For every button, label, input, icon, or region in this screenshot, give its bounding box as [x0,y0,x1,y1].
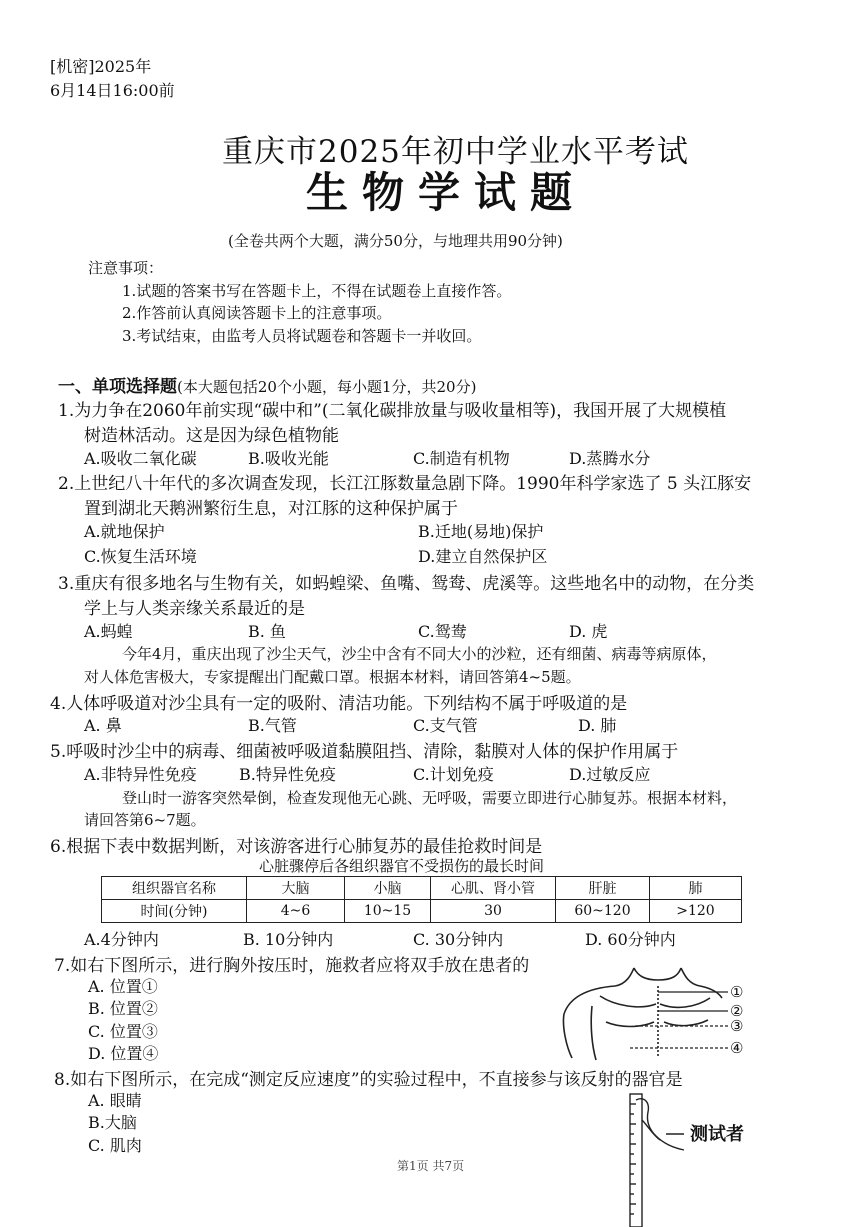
reaction-test-figure [620,1090,770,1227]
option-b: B.气管 [248,716,297,735]
reading-passage: 对人体危害极大，专家提醒出门配戴口罩。根据本材料，请回答第4~5题。 [84,668,581,686]
option-a: A. 鼻 [84,716,122,735]
release-time: 6月14日16:00前 [50,81,175,100]
reading-passage: 请回答第6~7题。 [84,811,206,829]
question-stem: 学上与人类亲缘关系最近的是 [84,599,305,619]
question-stem: 4.人体呼吸道对沙尘具有一定的吸附、清洁功能。下列结构不属于呼吸道的是 [50,694,628,714]
table-row [102,900,742,923]
option-d: D. 虎 [569,622,608,641]
option-a: A.就地保护 [84,522,165,541]
note-item: 1.试题的答案书写在答题卡上，不得在试题卷上直接作答。 [122,282,512,300]
option-a: A. 位置① [88,977,158,996]
table-header-cell: 肝脏 [556,877,650,900]
exam-subtitle: (全卷共两个大题，满分50分，与地理共用90分钟) [228,232,563,250]
position-2-label: ② [730,1002,744,1020]
reading-passage: 登山时一游客突然晕倒，检查发现他无心跳、无呼吸，需要立即进行心肺复苏。根据本材料， [122,789,738,807]
ruler-hand-illustration [620,1090,700,1227]
option-c: C. 30分钟内 [413,930,504,949]
reading-passage: 今年4月，重庆出现了沙尘天气，沙尘中含有不同大小的沙粒，还有细菌、病毒等病原体， [122,645,717,663]
question-stem: 树造林活动。这是因为绿色植物能 [84,426,339,446]
notes-heading: 注意事项： [88,259,164,277]
option-a: A.吸收二氧化碳 [84,449,197,468]
section-title: 一、单项选择题 [58,377,177,397]
note-item: 3.考试结束，由监考人员将试题卷和答题卡一并收回。 [122,327,482,345]
option-c: C. 位置③ [88,1022,158,1041]
table-cell: 60~120 [556,900,650,923]
option-a: A.蚂蝗 [84,622,133,641]
option-c: C. 肌肉 [88,1136,142,1155]
question-stem: 置到湖北天鹅洲繁衍生息，对江豚的这种保护属于 [84,499,458,519]
option-b: B. 鱼 [248,622,286,641]
section-desc: (本大题包括20个小题，每小题1分，共20分) [177,378,477,396]
tester-label: 测试者 [690,1124,744,1145]
option-d: D. 肺 [578,716,617,735]
question-stem: 7.如右下图所示，进行胸外按压时，施救者应将双手放在患者的 [54,956,530,976]
question-stem: 2.上世纪八十年代的多次调查发现，长江江豚数量急剧下降。1990年科学家选了 5 头江豚安 [58,474,752,494]
question-stem: 1.为力争在2060年前实现“碳中和”(二氧化碳排放量与吸收量相等)，我国开展了大规模植 [58,401,727,421]
question-stem: 5.呼吸时沙尘中的病毒、细菌被呼吸道黏膜阻挡、清除，黏膜对人体的保护作用属于 [50,742,679,762]
option-d: D. 60分钟内 [585,930,676,949]
organ-time-table [101,876,742,923]
chest-figure [560,966,790,1062]
option-d: D.过敏反应 [569,765,651,784]
subject-title: 生物学试题 [306,168,587,217]
option-d: D. 位置④ [88,1044,159,1063]
option-d: D.蒸腾水分 [569,449,651,468]
question-stem: 3.重庆有很多地名与生物有关，如蚂蝗梁、鱼嘴、鸳鸯、虎溪等。这些地名中的动物，在分类 [58,574,755,594]
option-b: B.吸收光能 [248,449,329,468]
table-header-row [102,877,742,900]
option-c: C.计划免疫 [413,765,494,784]
option-a: A.非特异性免疫 [84,765,197,784]
table-cell: 30 [431,900,556,923]
option-d: D.建立自然保护区 [418,547,548,566]
option-c: C.鸳鸯 [418,622,467,641]
position-3-label: ③ [730,1017,744,1035]
position-1-label: ① [730,983,744,1001]
option-c: C.恢复生活环境 [84,547,197,566]
option-a: A.4分钟内 [84,930,159,949]
table-cell: >120 [650,900,742,923]
question-stem: 8.如右下图所示，在完成“测定反应速度”的实验过程中，不直接参与该反射的器官是 [54,1070,683,1090]
table-caption: 心脏骤停后各组织器官不受损伤的最长时间 [259,857,545,875]
table-header-cell: 大脑 [247,877,345,900]
table-header-cell: 肺 [650,877,742,900]
option-b: B.大脑 [88,1113,137,1132]
question-stem: 6.根据下表中数据判断，对该游客进行心肺复苏的最佳抢救时间是 [50,837,543,857]
option-b: B. 10分钟内 [243,930,334,949]
page-number: 第1页 共7页 [397,1159,465,1173]
table-header-cell: 小脑 [345,877,431,900]
table-cell: 10~15 [345,900,431,923]
section-heading [58,372,476,397]
option-a: A. 眼睛 [88,1091,142,1110]
option-c: C.制造有机物 [413,449,510,468]
note-item: 2.作答前认真阅读答题卡上的注意事项。 [122,304,392,322]
exam-title: 重庆市2025年初中学业水平考试 [222,134,689,170]
table-header-cell: 组织器官名称 [102,877,247,900]
table-header-cell: 心肌、肾小管 [431,877,556,900]
torso-illustration [560,966,790,1062]
table-cell: 时间(分钟) [102,900,247,923]
option-c: C.支气管 [413,716,478,735]
option-b: B.迁地(易地)保护 [418,522,544,541]
option-b: B.特异性免疫 [239,765,336,784]
confidential-label: [机密]2025年 [50,57,152,76]
position-4-label: ④ [730,1039,744,1057]
table-cell: 4~6 [247,900,345,923]
option-b: B. 位置② [88,999,158,1018]
